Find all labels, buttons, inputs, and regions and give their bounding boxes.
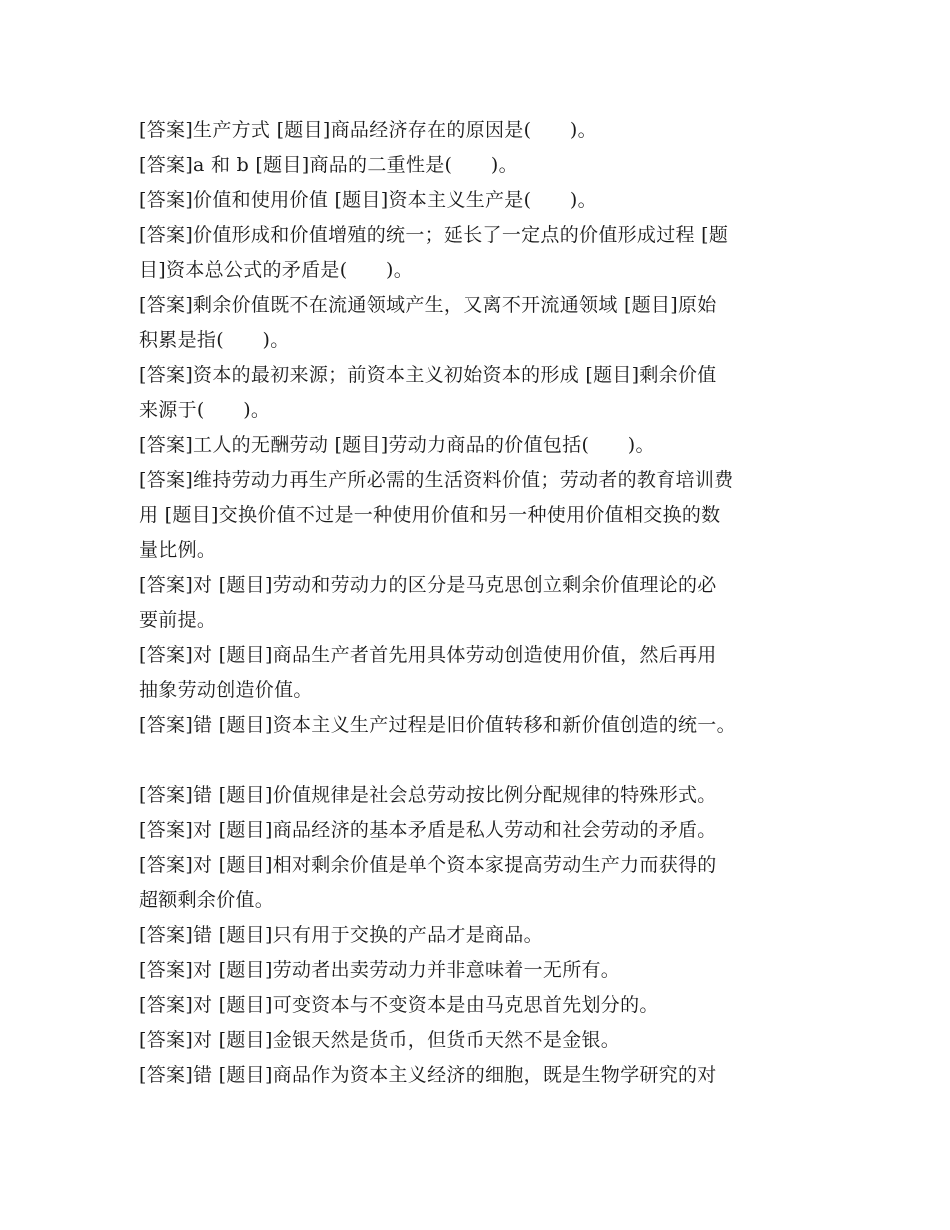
text-line: [答案]对 [题目]劳动者出卖劳动力并非意味着一无所有。 — [139, 959, 621, 981]
text-line: [答案]剩余价值既不在流通领域产生，又离不开流通领域 [题目]原始 — [139, 294, 717, 316]
text-line: [答案]对 [题目]劳动和劳动力的区分是马克思创立剩余价值理论的必 — [139, 574, 717, 596]
text-line: [答案]价值形成和价值增殖的统一；延长了一定点的价值形成过程 [题 — [139, 224, 729, 246]
text-line: [答案]错 [题目]资本主义生产过程是旧价值转移和新价值创造的统一。 — [139, 714, 736, 736]
text-line: 来源于( )。 — [139, 399, 271, 421]
text-line: [答案]对 [题目]金银天然是货币，但货币天然不是金银。 — [139, 1029, 621, 1051]
text-line: 要前提。 — [139, 609, 217, 631]
text-line: [答案]对 [题目]商品生产者首先用具体劳动创造使用价值，然后再用 — [139, 644, 717, 666]
text-line: 目]资本总公式的矛盾是( )。 — [139, 259, 414, 281]
text-line: 用 [题目]交换价值不过是一种使用价值和另一种使用价值相交换的数 — [139, 504, 721, 526]
text-line: [答案]对 [题目]可变资本与不变资本是由马克思首先划分的。 — [139, 994, 659, 1016]
text-line: [答案]维持劳动力再生产所必需的生活资料价值；劳动者的教育培训费 — [139, 469, 734, 491]
text-line: 量比例。 — [139, 539, 217, 561]
text-line: [答案]a 和 b [题目]商品的二重性是( )。 — [139, 154, 518, 176]
text-line: 抽象劳动创造价值。 — [139, 679, 313, 701]
text-line: [答案]生产方式 [题目]商品经济存在的原因是( )。 — [139, 119, 597, 141]
text-line: [答案]错 [题目]只有用于交换的产品才是商品。 — [139, 924, 543, 946]
text-line: [答案]工人的无酬劳动 [题目]劳动力商品的价值包括( )。 — [139, 434, 655, 456]
text-line: 超额剩余价值。 — [139, 889, 275, 911]
text-line: [答案]错 [题目]商品作为资本主义经济的细胞，既是生物学研究的对 — [139, 1064, 717, 1086]
text-line: [答案]对 [题目]相对剩余价值是单个资本家提高劳动生产力而获得的 — [139, 854, 717, 876]
text-line: [答案]资本的最初来源；前资本主义初始资本的形成 [题目]剩余价值 — [139, 364, 717, 386]
text-line: 积累是指( )。 — [139, 329, 290, 351]
text-line: [答案]价值和使用价值 [题目]资本主义生产是( )。 — [139, 189, 597, 211]
text-line: [答案]对 [题目]商品经济的基本矛盾是私人劳动和社会劳动的矛盾。 — [139, 819, 717, 841]
text-line: [答案]错 [题目]价值规律是社会总劳动按比例分配规律的特殊形式。 — [139, 784, 717, 806]
